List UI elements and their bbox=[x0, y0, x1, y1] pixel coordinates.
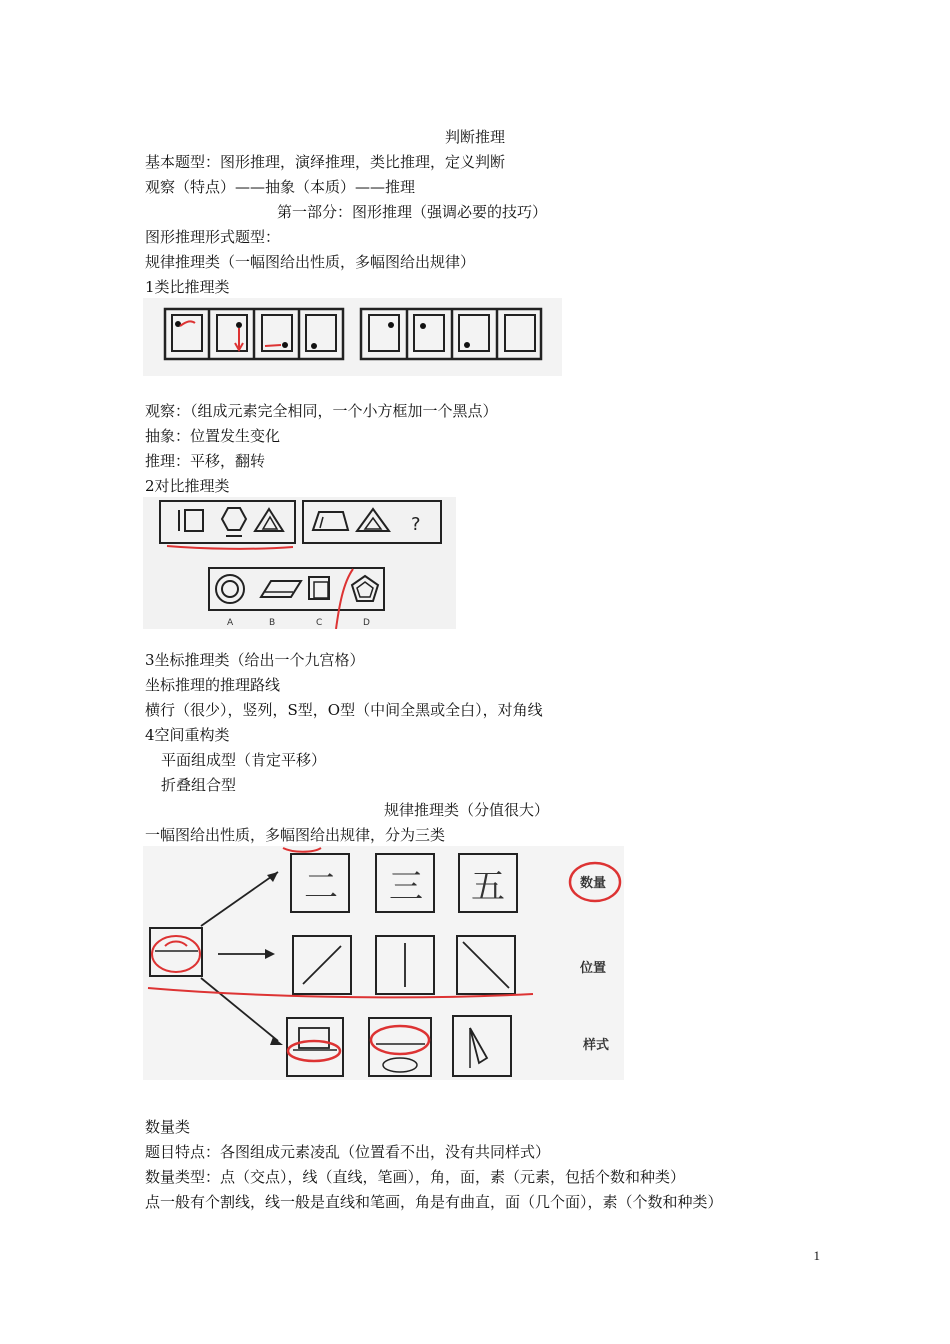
question-mark: ? bbox=[411, 514, 421, 535]
subheading: 3坐标推理类（给出一个九宫格） bbox=[145, 651, 365, 669]
option-label: B bbox=[269, 618, 276, 628]
option-label: D bbox=[363, 618, 370, 628]
text-line: 抽象：位置发生变化 bbox=[145, 427, 281, 445]
subheading: 2对比推理类 bbox=[145, 477, 230, 495]
section-heading: 规律推理类（分值很大） bbox=[384, 801, 550, 819]
figure-rule-categories bbox=[143, 846, 624, 1080]
figure-analogy bbox=[143, 298, 562, 376]
text-line: 推理：平移，翻转 bbox=[145, 452, 266, 470]
row1-char: 五 bbox=[471, 867, 505, 907]
text-line: 横行（很少），竖列，S型，O型（中间全黑或全白），对角线 bbox=[145, 701, 543, 719]
text-line: 一幅图给出性质，多幅图给出规律，分为三类 bbox=[145, 826, 446, 844]
row1-char: 二 bbox=[304, 867, 338, 907]
text-line: 折叠组合型 bbox=[161, 776, 237, 794]
text-line: 题目特点：各图组成元素凌乱（位置看不出，没有共同样式） bbox=[145, 1143, 551, 1161]
subheading: 数量类 bbox=[145, 1118, 191, 1136]
text-line: 观察（特点）——抽象（本质）——推理 bbox=[145, 178, 416, 196]
text-line: 基本题型：图形推理，演绎推理，类比推理，定义判断 bbox=[145, 153, 506, 171]
text-line: 图形推理形式题型： bbox=[145, 228, 281, 246]
category-label: 位置 bbox=[580, 961, 607, 976]
subheading: 4空间重构类 bbox=[145, 726, 230, 744]
text-line: 点一般有个割线，线一般是直线和笔画，角是有曲直，面（几个面），素（个数和种类） bbox=[145, 1193, 723, 1211]
text-line: 平面组成型（肯定平移） bbox=[161, 751, 327, 769]
option-label: C bbox=[316, 618, 323, 628]
subheading: 1类比推理类 bbox=[145, 278, 230, 296]
text-line: 观察：（组成元素完全相同，一个小方框加一个黑点） bbox=[145, 402, 498, 420]
row1-char: 三 bbox=[389, 867, 423, 907]
text-line: 坐标推理的推理路线 bbox=[145, 676, 281, 694]
figure-contrast bbox=[143, 497, 456, 629]
doc-title: 判断推理 bbox=[444, 128, 505, 146]
option-label: A bbox=[227, 618, 234, 628]
page-number: 1 bbox=[813, 1248, 820, 1263]
section-heading: 第一部分：图形推理（强调必要的技巧） bbox=[277, 203, 548, 221]
category-label: 样式 bbox=[583, 1038, 610, 1053]
text-line: 数量类型：点（交点），线（直线，笔画），角，面，素（元素，包括个数和种类） bbox=[145, 1168, 686, 1186]
text-line: 规律推理类（一幅图给出性质，多幅图给出规律） bbox=[145, 253, 476, 271]
category-label: 数量 bbox=[580, 876, 607, 891]
